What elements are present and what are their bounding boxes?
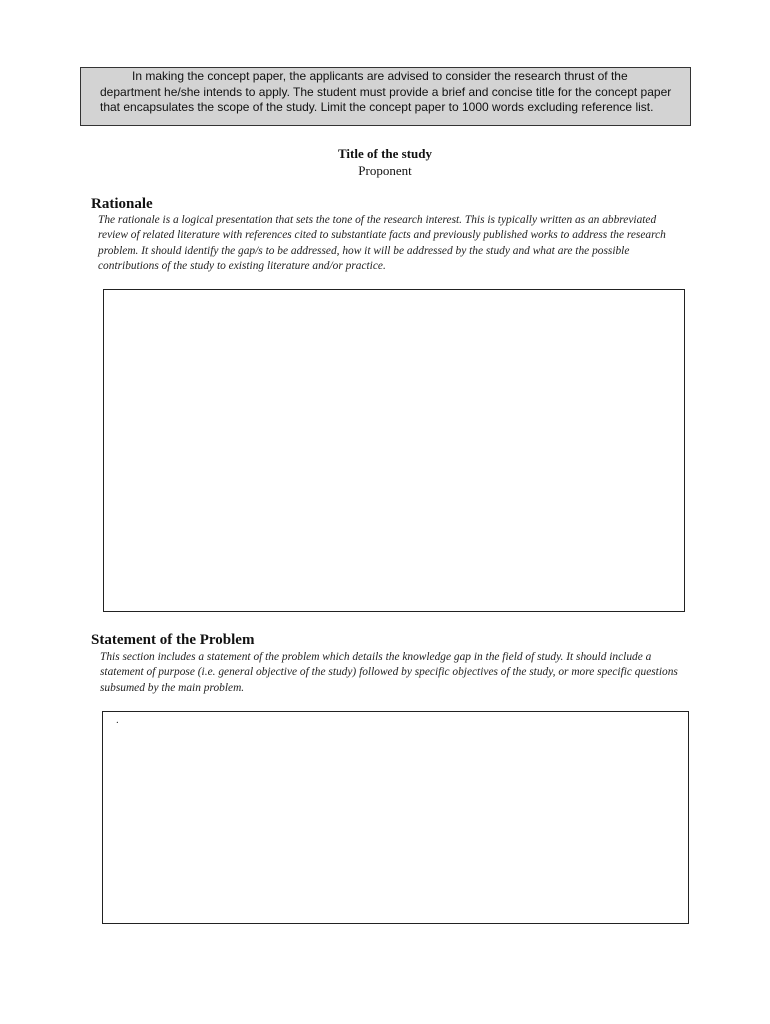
- rationale-answer-box[interactable]: [103, 289, 685, 612]
- proponent-label: Proponent: [358, 163, 412, 178]
- study-title: Title of the study: [337, 146, 432, 161]
- instructions-notice: [80, 67, 691, 126]
- problem-heading: Statement of the Problem: [91, 632, 255, 648]
- title-block: [0, 146, 770, 179]
- box-mark: .: [116, 714, 119, 726]
- instructions-text: In making the concept paper, the applicants are advised to consider the research thrust of the department he/she intends to apply. The student must provide a brief and concise title for the concept paper that encapsulates the scope of the study. Limit the concept paper to 1000 words excluding reference list.: [100, 69, 672, 114]
- rationale-description: The rationale is a logical presentation that sets the tone of the research interest. This is typically written as an abbreviated review of related literature with references cited to substantiate facts and previously published works to address the research problem. It should identify the gap/s to be addressed, how it will be addressed by the study and what are the possible contributions of the study to existing literature and/or practice.: [98, 214, 666, 273]
- rationale-heading: Rationale: [91, 196, 153, 212]
- problem-answer-box[interactable]: [102, 711, 689, 924]
- problem-description: This section includes a statement of the problem which details the knowledge gap in the field of study. It should include a statement of purpose (i.e. general objective of the study) followed by specific objectives of the study, or more specific questions subsumed by the main problem.: [100, 651, 678, 694]
